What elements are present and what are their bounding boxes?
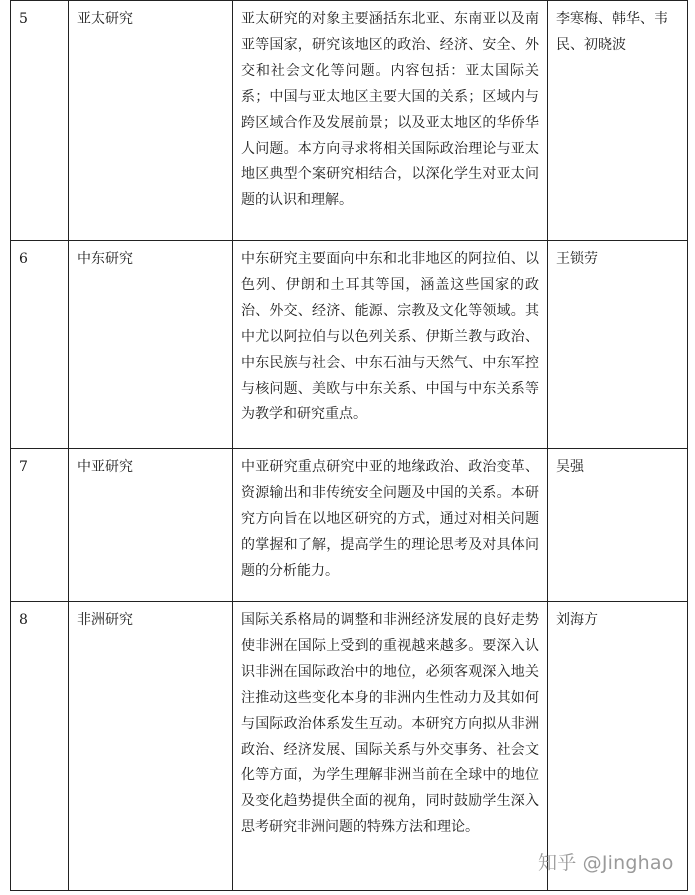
row-number: 6 [11, 241, 69, 449]
direction-description [233, 602, 548, 891]
description-text: 中东研究主要面向中东和北非地区的阿拉伯、以色列、伊朗和土耳其等国，涵盖这些国家的政治、外交、经济、能源、宗教及文化等领域。其中尤以阿拉伯与以色列关系、伊斯兰教与政治、中东民族与社会、中东石油与天然气、中东军控与核问题、美欧与中东关系、中国与中东关系等为教学和研究重点。 [241, 251, 539, 423]
description-text: 中亚研究重点研究中亚的地缘政治、政治变革、资源输出和非传统安全问题及中国的关系。本研究方向旨在以地区研究的方式，通过对相关问题的掌握和了解，提高学生的理论思考及对具体问题的分析能力。 [241, 459, 539, 579]
direction-name: 亚太研究 [69, 1, 233, 241]
row-number: 7 [11, 449, 69, 602]
row-number: 5 [11, 1, 69, 241]
table-row [11, 241, 688, 449]
table-row [11, 449, 688, 602]
direction-description [233, 1, 548, 241]
description-text: 国际关系格局的调整和非洲经济发展的良好走势使非洲在国际上受到的重视越来越多。要深入认识非洲在国际政治中的地位，必须客观深入地关注推动这些变化本身的非洲内生性动力及其如何与国际政治体系发生互动。本研究方向拟从非洲政治、经济发展、国际关系与外交事务、社会文化等方面，为学生理解非洲当前在全球中的地位及变化趋势提供全面的视角，同时鼓励学生深入思考研究非洲问题的特殊方法和理论。 [241, 612, 539, 836]
direction-description [233, 241, 548, 449]
table-row [11, 1, 688, 241]
research-directions-table [10, 0, 688, 891]
direction-name: 非洲研究 [69, 602, 233, 891]
teacher-names: 刘海方 [548, 602, 688, 891]
direction-name: 中东研究 [69, 241, 233, 449]
teacher-names: 吴强 [548, 449, 688, 602]
teacher-names: 李寒梅、韩华、韦民、初晓波 [548, 1, 688, 241]
row-number: 8 [11, 602, 69, 891]
zhihu-watermark: 知乎 @Jinghao [538, 852, 674, 874]
direction-name: 中亚研究 [69, 449, 233, 602]
teacher-names: 王锁劳 [548, 241, 688, 449]
description-text: 亚太研究的对象主要涵括东北亚、东南亚以及南亚等国家，研究该地区的政治、经济、安全、外交和社会文化等问题。内容包括：亚太国际关系；中国与亚太地区主要大国的关系；区域内与跨区域合作及发展前景；以及亚太地区的华侨华人问题。本方向寻求将相关国际政治理论与亚太地区典型个案研究相结合，以深化学生对亚太问题的认识和理解。 [241, 11, 539, 209]
direction-description [233, 449, 548, 602]
